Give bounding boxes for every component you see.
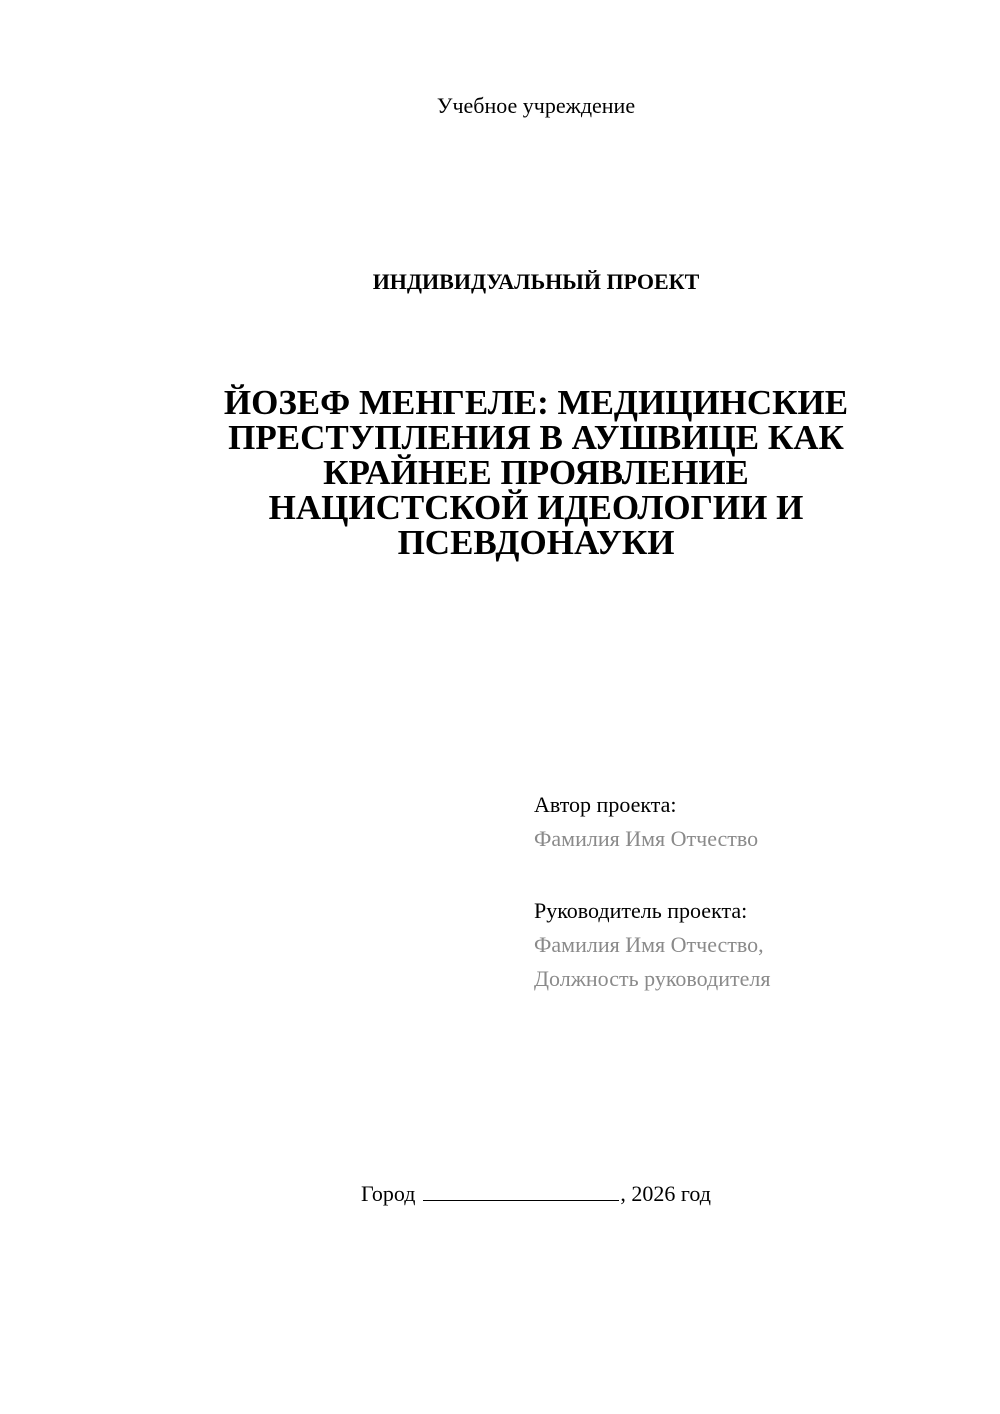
supervisor-position-placeholder: Должность руководителя xyxy=(534,966,771,991)
project-title-line: ПРЕСТУПЛЕНИЯ В АУШВИЦЕ КАК xyxy=(228,418,844,457)
project-title-line: НАЦИСТСКОЙ ИДЕОЛОГИИ И xyxy=(268,488,804,527)
author-name-placeholder: Фамилия Имя Отчество xyxy=(534,826,759,851)
city-label: Город xyxy=(361,1181,416,1206)
credits-spacer xyxy=(534,856,974,894)
city-blank-line xyxy=(423,1178,619,1201)
project-title xyxy=(150,385,922,560)
supervisor-label: Руководитель проекта: xyxy=(534,898,748,923)
credits-block xyxy=(534,788,974,996)
project-title-line: КРАЙНЕЕ ПРОЯВЛЕНИЕ xyxy=(323,453,749,492)
author-label: Автор проекта: xyxy=(534,792,677,817)
city-year-line xyxy=(0,1178,1000,1209)
project-title-line: ПСЕВДОНАУКИ xyxy=(397,523,675,562)
supervisor-name-placeholder: Фамилия Имя Отчество, xyxy=(534,932,764,957)
year-text: , 2026 год xyxy=(620,1181,711,1206)
project-title-line: ЙОЗЕФ МЕНГЕЛЕ: МЕДИЦИНСКИЕ xyxy=(223,383,849,422)
project-type-heading: ИНДИВИДУАЛЬНЫЙ ПРОЕКТ xyxy=(372,269,700,294)
institution-name: Учебное учреждение xyxy=(436,93,636,118)
